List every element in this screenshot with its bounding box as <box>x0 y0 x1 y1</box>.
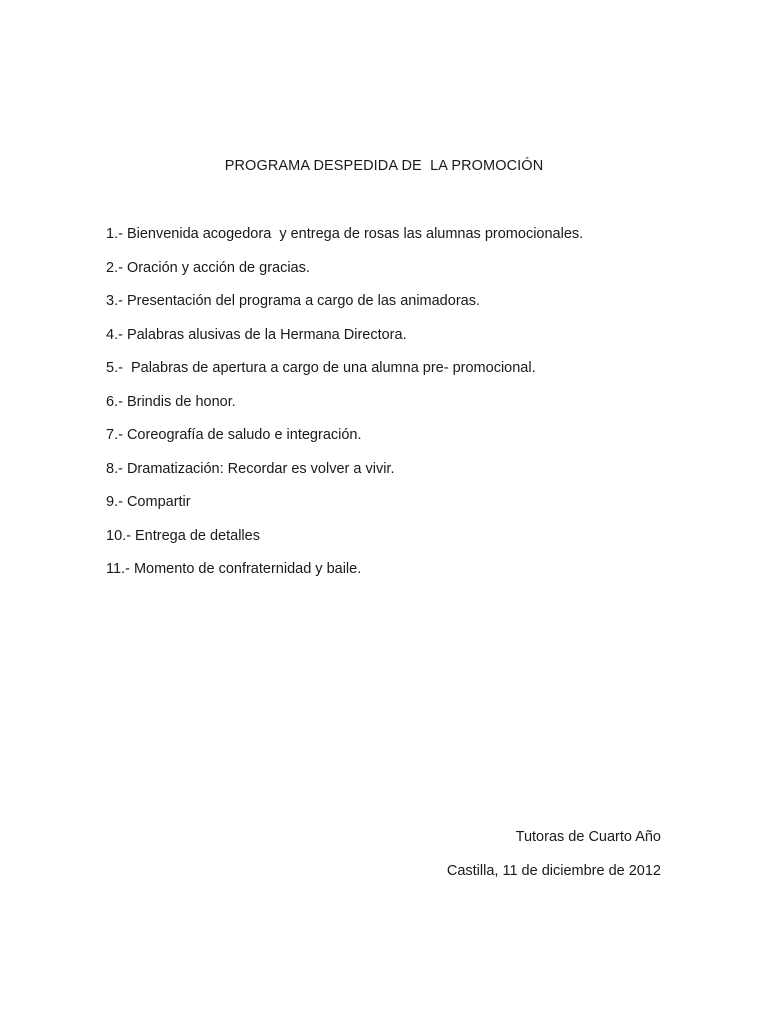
program-item: 4.- Palabras alusivas de la Hermana Directora. <box>106 326 407 343</box>
program-item: 6.- Brindis de honor. <box>106 393 236 410</box>
program-list <box>106 225 583 594</box>
program-item: 9.- Compartir <box>106 494 191 510</box>
program-item: 1.- Bienvenida acogedora y entrega de rosas las alumnas promocionales. <box>106 226 584 242</box>
program-item: 10.- Entrega de detalles <box>106 527 260 544</box>
document-title: PROGRAMA DESPEDIDA DE LA PROMOCIÓN <box>224 158 544 174</box>
program-item: 5.- Palabras de apertura a cargo de una alumna pre- promocional. <box>106 360 536 376</box>
signature-author: Tutoras de Cuarto Año <box>515 829 661 845</box>
signature-block <box>447 828 661 896</box>
program-item: 8.- Dramatización: Recordar es volver a vivir. <box>106 460 395 477</box>
program-item: 2.- Oración y acción de gracias. <box>106 259 310 276</box>
program-item: 7.- Coreografía de saludo e integración. <box>106 427 362 443</box>
program-item: 3.- Presentación del programa a cargo de las animadoras. <box>106 293 480 309</box>
signature-place-date: Castilla, 11 de diciembre de 2012 <box>446 863 661 879</box>
program-item: 11.- Momento de confraternidad y baile. <box>106 561 362 577</box>
